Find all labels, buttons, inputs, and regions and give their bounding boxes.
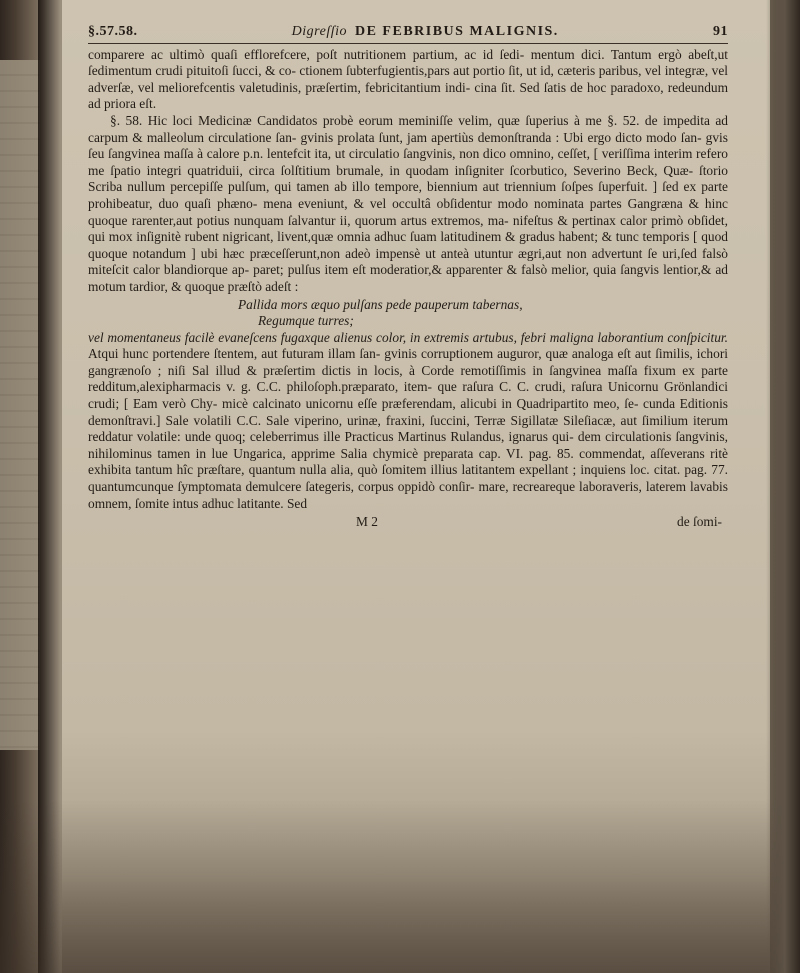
italic-phrase: vel momentaneus facilè evaneſcens fugaxque alienus color, in extremis artubus, febri maligna laborantium conſpicitur. [88, 329, 728, 345]
bottom-shadow [0, 800, 800, 973]
paragraph-continuation: comparere ac ultimò quaſi efflorefcere, poſt nutritionem partium, ac id ſedi- mentum dici. Tantum ergò abeſt,ut ſedimentum crudi pituitoſi ſucci, & co- ctionem ſubterfugientis,pars aut portio ſit, ut id, cæteris paribus, vel integræ, vel adverſæ, vel meliorefcentis valetudinis, præſertim, febricitantium indi- cina ſit. Sed ſatis de hoc paradoxo, redeundum ad priora eſt. [88, 46, 728, 112]
section-reference: §.57.58. [88, 24, 138, 39]
running-header [88, 24, 728, 44]
page-text [88, 24, 728, 531]
verse-quote-line-1: Pallida mors æquo pulſans pede pauperum tabernas, [238, 296, 523, 312]
paragraph-body: Atqui hunc portendere ſtentem, aut futuram illam ſan- gvinis corruptionem auguror, quæ analoga eſt aut ſimilis, ichori gangrænoſo ; niſi Sal illud & præſertim dictis in locis, à Corde remotiſſimis in ſangvinea maſſa fixum ex parte redditum,alexipharmacis v. g. C.C. philoſoph.præparato, item- que raſura C. C. crudi, raſura Unicornu Grönlandici crudi; [ Eam verò Chy- micè calcinato unicornu eſſe præferendam, alicubi in Quadripartito meo, ſe- cunda Editionis demonſtravi.] Sale volatili C.C. Sale viperino, urinæ, fraxini, ſuccini, Terræ Sigillatæ Sileſiacæ, aut ſimilium iterum reddatur volatile: unde quoq; celeberrimus ille Practicus Martinus Rulandus, ignarus qui- dem circulationis ſangvinis, nihilominus tamen in lue Ungarica, apprime Salia chymicè preparata cap. VI. pag. 85. commendat, aſſeverans ritè exhibita tantum hîc præſtare, quantum nulla alia, quò ſomitem illius latitantem expellant ; inquiens loc. citat. pag. 77. quantumcunque ſymptomata demulcere ſategeris, corpus oppidò conſir- mare, recreareque laboraveris, laterem lavabis omnem, ſomite intus adhuc latitante. Sed [88, 346, 728, 511]
verse-quote-line-2: Regumque turres; [258, 313, 354, 329]
signature-mark: M 2 [356, 514, 378, 530]
page-footer [88, 514, 728, 531]
running-title: DE FEBRIBUS MALIGNIS. [354, 24, 559, 39]
facing-page-edge [0, 60, 40, 750]
catchword: de ſomi- [677, 514, 722, 530]
paragraph-section-58: §. 58. Hic loci Medicinæ Candidatos probè eorum meminiſſe velim, quæ ſuperius à me §. 52. de impedita ad carpum & malleolum circulatione ſan- gvinis prolata ſunt, jam apertiùs demonſtranda : Ubi ergo dicto modo ſan- gvis ſeu ſangvinea maſſa à calore p.n. lentefcit ita, ut circulatio ſangvinis, non dico omnino, ceſſet, [ veriſſima interim refero me ſpatio integri quatriduii, circa ſolſtitium brumale, in quodam inſigniter ſcorbutico, Severino Beck, Quæ- ſtorio Scriba nullum percepiſſe pulſum, qui tamen ab illo tempore, biennium aut triennium ſoſpes ſuperfuit. ] ſed ex parte prohibeatur, duo quaſi phæno- mena eveniunt, & vel occultâ obſidentur modo nominata partes Gangræna & hinc quoque rarenter,aut potius nunquam ſalvantur ii, quorum artus extremos, ma- nifeſtus & pertinax calor primò obſidet, qui mox inſignitè rubent nigricant, livent,quæ omnia adhuc ſuam latitudinem & gradus habent; & tunc temporis [ quod quoque notandum ] ubi hæc præceſſerunt,non adeò impensè ut anteà utuntur ægri,aut non advertunt ſe uri,ſed falsò miteſcit calor blandiorque ap- paret; pulſus item eſt moderatior,& apparenter & falsò melior, quia ſangvis lentior,& ad motum tardior, & quoque præſtò adeſt : [88, 112, 728, 294]
digression-label: Digreſſio [291, 24, 347, 39]
page-number: 91 [712, 24, 728, 39]
right-page-edge [766, 0, 800, 973]
paragraph-after-verse [88, 330, 728, 513]
